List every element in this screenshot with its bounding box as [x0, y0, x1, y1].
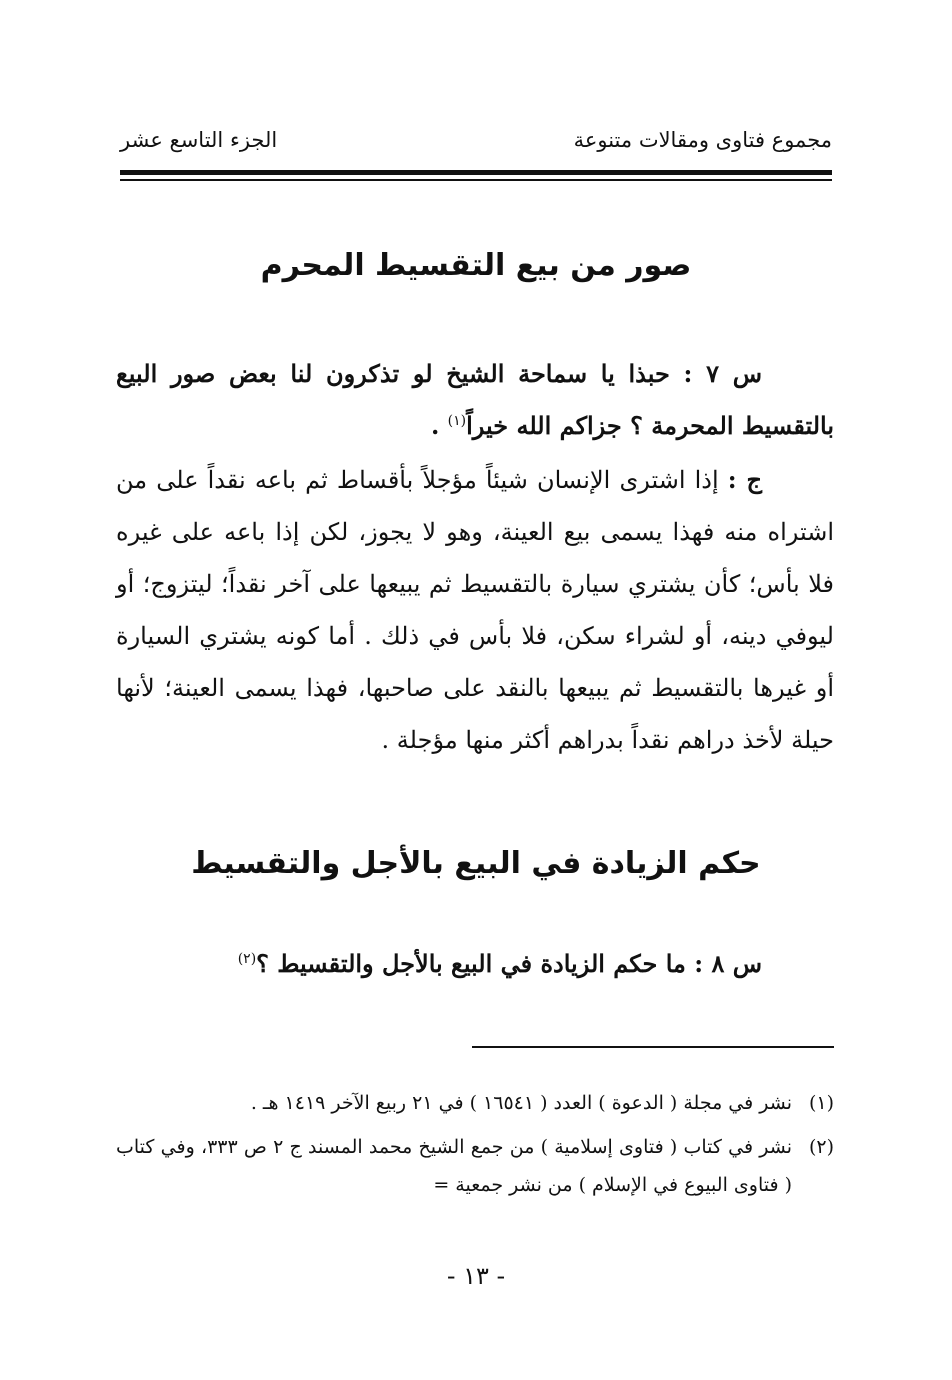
book-title: مجموع فتاوى ومقالات متنوعة	[573, 128, 832, 152]
footnote-2-text: نشر في كتاب ( فتاوى إسلامية ) من جمع الشيخ محمد المسند ج ٢ ص ٣٣٣، وفي كتاب ( فتاوى البيوع في الإسلام ) من نشر جمعية =	[116, 1136, 792, 1196]
section-heading-1: صور من بيع التقسيط المحرم	[260, 248, 692, 283]
footnotes	[116, 1084, 834, 1210]
footnote-ref-1: (١)	[447, 413, 467, 429]
footnote-2	[116, 1128, 834, 1204]
footnote-1	[116, 1084, 834, 1122]
header-rule-thick	[120, 170, 832, 175]
question-7-text: س ٧ : حبذا يا سماحة الشيخ لو تذكرون لنا بعض صور البيع بالتقسيط المحرمة ؟ جزاكم الله خيراً	[116, 359, 834, 440]
answer-7-text: إذا اشترى الإنسان شيئاً مؤجلاً بأقساط ثم باعه نقداً على من اشتراه منه فهذا يسمى بيع العينة، وهو لا يجوز، لكن إذا باعه على غيره فلا بأس؛ كأن يشتري سيارة بالتقسيط ثم يبيعها على آخر نقداً؛ ليتزوج؛ أو ليوفي دينه، أو لشراء سكن، فلا بأس في ذلك . أما كونه يشتري السيارة أو غيرها بالتقسيط ثم يبيعها بالنقد على صاحبها، فهذا يسمى العينة؛ لأنها حيلة لأخذ دراهم نقداً بدراهم أكثر منها مؤجلة .	[116, 466, 834, 754]
volume-label: الجزء التاسع عشر	[120, 128, 278, 152]
question-7	[116, 348, 834, 452]
footnote-1-text: نشر في مجلة ( الدعوة ) العدد ( ١٦٥٤١ ) في ٢١ ربيع الآخر ١٤١٩ هـ .	[250, 1092, 792, 1114]
header-rule-thin	[120, 179, 832, 181]
running-header	[120, 118, 832, 158]
answer-7	[116, 454, 834, 766]
footnote-2-number: (٢)	[808, 1136, 834, 1158]
question-8	[116, 938, 834, 990]
page-number: - ١٣ -	[446, 1262, 506, 1290]
question-8-text: س ٨ : ما حكم الزيادة في البيع بالأجل والتقسيط ؟	[256, 949, 762, 978]
answer-lead: ج :	[727, 465, 762, 494]
question-7-end: .	[430, 411, 440, 440]
footnote-1-number: (١)	[808, 1092, 834, 1114]
footnote-separator	[472, 1046, 834, 1048]
footnote-ref-2: (٢)	[237, 951, 257, 967]
section-heading-2: حكم الزيادة في البيع بالأجل والتقسيط	[191, 846, 761, 881]
